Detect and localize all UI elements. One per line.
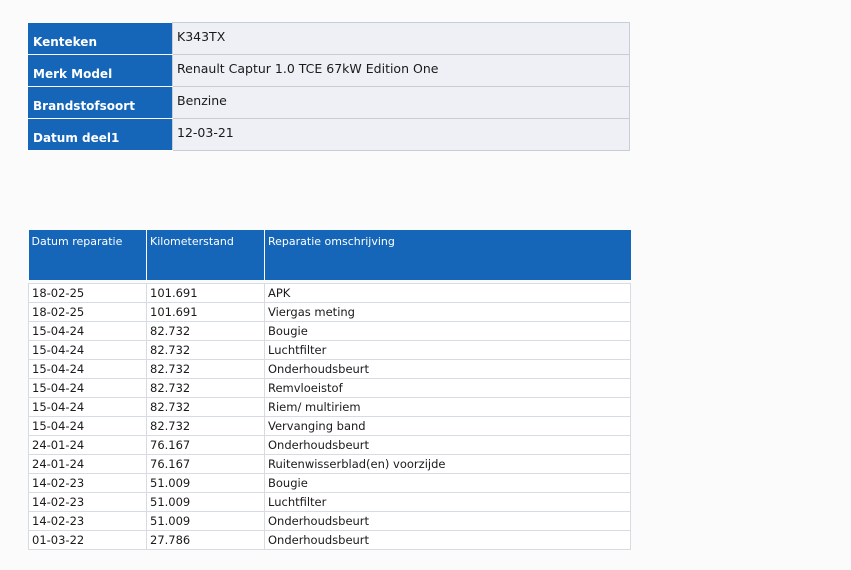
column-header-date: Datum reparatie [29, 230, 147, 280]
repair-date: 14-02-23 [29, 493, 147, 512]
repair-description: Bougie [265, 322, 631, 341]
repair-date: 01-03-22 [29, 531, 147, 550]
repair-description: Onderhoudsbeurt [265, 512, 631, 531]
repair-date: 24-01-24 [29, 455, 147, 474]
table-row [29, 474, 631, 493]
vehicle-row-kenteken [29, 23, 630, 55]
repair-description: Onderhoudsbeurt [265, 360, 631, 379]
table-row [29, 284, 631, 303]
repair-mileage: 101.691 [147, 284, 265, 303]
repair-date: 14-02-23 [29, 474, 147, 493]
repair-description: Vervanging band [265, 417, 631, 436]
repair-description: Riem/ multiriem [265, 398, 631, 417]
vehicle-row-merk-model [29, 55, 630, 87]
repair-mileage: 76.167 [147, 436, 265, 455]
repair-date: 15-04-24 [29, 341, 147, 360]
table-row [29, 341, 631, 360]
repair-date: 18-02-25 [29, 303, 147, 322]
column-header-mileage: Kilometerstand [147, 230, 265, 280]
table-row [29, 493, 631, 512]
vehicle-value: Benzine [173, 87, 630, 119]
repair-description: Viergas meting [265, 303, 631, 322]
repair-description: Bougie [265, 474, 631, 493]
vehicle-value: K343TX [173, 23, 630, 55]
repair-date: 15-04-24 [29, 398, 147, 417]
vehicle-value: 12-03-21 [173, 119, 630, 151]
repair-mileage: 27.786 [147, 531, 265, 550]
table-row [29, 322, 631, 341]
table-row [29, 379, 631, 398]
repair-mileage: 51.009 [147, 474, 265, 493]
vehicle-row-brandstofsoort [29, 87, 630, 119]
vehicle-label: Merk Model [29, 55, 173, 87]
repair-description: Onderhoudsbeurt [265, 531, 631, 550]
table-row [29, 303, 631, 322]
repair-date: 15-04-24 [29, 379, 147, 398]
repair-mileage: 51.009 [147, 512, 265, 531]
repair-mileage: 82.732 [147, 379, 265, 398]
vehicle-info-table [28, 22, 630, 151]
repair-mileage: 82.732 [147, 398, 265, 417]
vehicle-label: Brandstofsoort [29, 87, 173, 119]
repair-mileage: 82.732 [147, 360, 265, 379]
repair-mileage: 82.732 [147, 341, 265, 360]
repair-description: Luchtfilter [265, 341, 631, 360]
repair-mileage: 82.732 [147, 322, 265, 341]
repair-header-row [29, 230, 631, 280]
repair-history-table [28, 230, 631, 550]
repair-date: 18-02-25 [29, 284, 147, 303]
repair-rows [29, 280, 631, 550]
repair-description: Remvloeistof [265, 379, 631, 398]
column-header-description: Reparatie omschrijving [265, 230, 631, 280]
vehicle-label: Datum deel1 [29, 119, 173, 151]
repair-date: 15-04-24 [29, 360, 147, 379]
table-row [29, 417, 631, 436]
table-row [29, 360, 631, 379]
vehicle-value: Renault Captur 1.0 TCE 67kW Edition One [173, 55, 630, 87]
repair-date: 14-02-23 [29, 512, 147, 531]
repair-mileage: 76.167 [147, 455, 265, 474]
table-row [29, 398, 631, 417]
table-row [29, 436, 631, 455]
repair-mileage: 82.732 [147, 417, 265, 436]
repair-mileage: 101.691 [147, 303, 265, 322]
vehicle-row-datum-deel1 [29, 119, 630, 151]
vehicle-label: Kenteken [29, 23, 173, 55]
table-row [29, 512, 631, 531]
repair-mileage: 51.009 [147, 493, 265, 512]
repair-description: APK [265, 284, 631, 303]
repair-description: Onderhoudsbeurt [265, 436, 631, 455]
repair-description: Luchtfilter [265, 493, 631, 512]
repair-date: 15-04-24 [29, 322, 147, 341]
table-row [29, 531, 631, 550]
repair-description: Ruitenwisserblad(en) voorzijde [265, 455, 631, 474]
repair-date: 24-01-24 [29, 436, 147, 455]
repair-date: 15-04-24 [29, 417, 147, 436]
table-row [29, 455, 631, 474]
